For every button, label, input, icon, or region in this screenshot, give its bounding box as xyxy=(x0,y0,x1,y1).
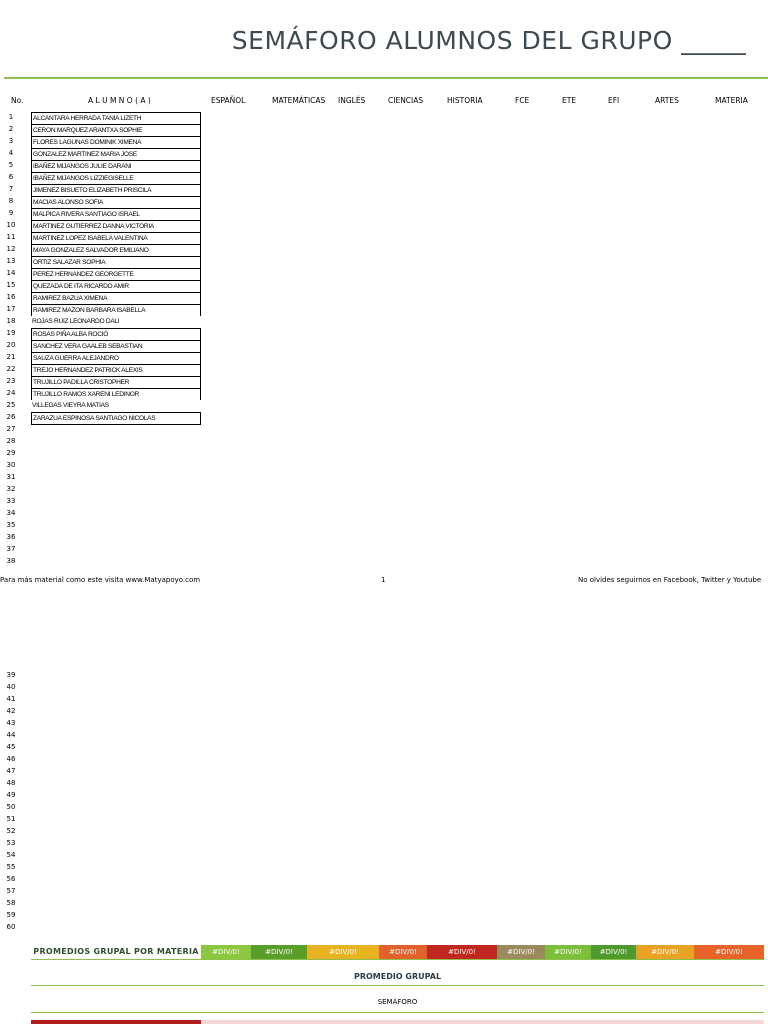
header-fce: FCE xyxy=(515,96,530,105)
row-number: 59 xyxy=(6,911,16,919)
student-name: ORTIZ SALAZAR SOPHIA xyxy=(31,256,201,268)
row-number: 9 xyxy=(8,209,14,217)
student-name: IBAÑEZ MIJANGOS LIZZIEGISELLE xyxy=(31,172,201,184)
average-cell: #DIV/0! xyxy=(591,945,636,959)
row-number: 1 xyxy=(8,113,14,121)
row-number: 2 xyxy=(8,125,14,133)
header-materia: MATERIA xyxy=(715,96,748,105)
row-number: 48 xyxy=(6,779,16,787)
average-cell: #DIV/0! xyxy=(251,945,307,959)
row-number: 25 xyxy=(6,401,16,409)
row-number: 30 xyxy=(6,461,16,469)
header-alumno: A L U M N O ( A ) xyxy=(88,96,151,105)
row-number: 37 xyxy=(6,545,16,553)
row-number: 32 xyxy=(6,485,16,493)
average-cell: #DIV/0! xyxy=(307,945,379,959)
student-name: ZARAZUA ESPINOSA SANTIAGO NICOLAS xyxy=(31,412,201,425)
row-number: 3 xyxy=(8,137,14,145)
student-name: RAMIREZ BAZUA XIMENA xyxy=(31,292,201,304)
student-name: MAYA GONZALEZ SALVADOR EMILIANO xyxy=(31,244,201,256)
footer-right: No olvides seguirnos en Facebook, Twitter y Youtube xyxy=(578,576,762,584)
row-number: 31 xyxy=(6,473,16,481)
header-espanol: ESPAÑOL xyxy=(211,96,246,105)
row-number: 56 xyxy=(6,875,16,883)
row-number: 14 xyxy=(6,269,16,277)
average-cell: #DIV/0! xyxy=(427,945,497,959)
header-ete: ETE xyxy=(562,96,577,105)
student-name: IBAÑEZ MIJANGOS JULIE DARANI xyxy=(31,160,201,172)
row-number: 49 xyxy=(6,791,16,799)
row-number: 36 xyxy=(6,533,16,541)
student-name: SAUZA GUERRA ALEJANDRO xyxy=(31,352,201,364)
title-underline xyxy=(4,77,768,79)
semaforo-bar-pink xyxy=(201,1020,764,1024)
footer-left: Para más material como este visita www.Matyapoyo.com xyxy=(0,576,201,584)
row-number: 23 xyxy=(6,377,16,385)
header-ingles: INGLÉS xyxy=(338,96,366,105)
student-name: TRUJILLO RAMOS XARENI LEDINOR xyxy=(31,388,201,400)
row-number: 18 xyxy=(6,317,16,325)
row-number: 10 xyxy=(6,221,16,229)
row-number: 54 xyxy=(6,851,16,859)
row-number: 11 xyxy=(6,233,16,241)
semaforo-label: SEMÁFORO xyxy=(377,998,418,1006)
row-number: 28 xyxy=(6,437,16,445)
student-name: MARTINEZ LOPEZ ISABELA VALENTINA xyxy=(31,232,201,244)
row-number: 15 xyxy=(6,281,16,289)
student-name: FLORES LAGUNAS DOMINIK XIMENA xyxy=(31,136,201,148)
footer-page-number: 1 xyxy=(381,576,386,584)
row-number: 27 xyxy=(6,425,16,433)
row-number: 60 xyxy=(6,923,16,931)
student-name: ALCANTARA HERRADA TANIA LIZETH xyxy=(31,112,201,124)
row-number: 19 xyxy=(6,329,16,337)
row-number: 51 xyxy=(6,815,16,823)
row-number: 50 xyxy=(6,803,16,811)
row-number: 44 xyxy=(6,731,16,739)
row-number: 6 xyxy=(8,173,14,181)
header-ciencias: CIENCIAS xyxy=(388,96,424,105)
row-number: 47 xyxy=(6,767,16,775)
row-number: 38 xyxy=(6,557,16,565)
student-name: MACIAS ALONSO SOFIA xyxy=(31,196,201,208)
row-number: 26 xyxy=(6,413,16,421)
semaforo-divider xyxy=(31,1012,764,1013)
student-name: QUEZADA DE ITA RICARDO AMIR xyxy=(31,280,201,292)
row-number: 57 xyxy=(6,887,16,895)
averages-label: PROMEDIOS GRUPAL POR MATERIA xyxy=(33,947,199,956)
student-name: MALPICA RIVERA SANTIAGO ISRAEL xyxy=(31,208,201,220)
header-no: No. xyxy=(11,96,24,105)
row-number: 43 xyxy=(6,719,16,727)
average-cell: #DIV/0! xyxy=(545,945,591,959)
average-cell: #DIV/0! xyxy=(694,945,764,959)
row-number: 40 xyxy=(6,683,16,691)
row-number: 8 xyxy=(8,197,14,205)
header-matematicas: MATEMÁTICAS xyxy=(272,96,326,105)
average-cell: #DIV/0! xyxy=(497,945,545,959)
page-title: SEMÁFORO ALUMNOS DEL GRUPO _____ xyxy=(231,26,747,55)
row-number: 21 xyxy=(6,353,16,361)
row-number: 17 xyxy=(6,305,16,313)
row-number: 53 xyxy=(6,839,16,847)
row-number: 22 xyxy=(6,365,16,373)
row-number: 12 xyxy=(6,245,16,253)
student-name: MARTINEZ GUTIERREZ DANNA VICTORIA xyxy=(31,220,201,232)
header-artes: ARTES xyxy=(655,96,679,105)
averages-divider xyxy=(31,959,764,960)
student-name: TRUJILLO PADILLA CRISTOPHER xyxy=(31,376,201,388)
row-number: 24 xyxy=(6,389,16,397)
row-number: 58 xyxy=(6,899,16,907)
row-number: 5 xyxy=(8,161,14,169)
row-number: 45 xyxy=(6,743,16,751)
average-cell: #DIV/0! xyxy=(379,945,427,959)
row-number: 20 xyxy=(6,341,16,349)
row-number: 46 xyxy=(6,755,16,763)
row-number: 41 xyxy=(6,695,16,703)
row-number: 34 xyxy=(6,509,16,517)
row-number: 29 xyxy=(6,449,16,457)
student-name: CERON MARQUEZ ARANTXA SOPHIE xyxy=(31,124,201,136)
student-name: VILLEGAS VIEYRA MATIAS xyxy=(32,402,109,409)
row-number: 55 xyxy=(6,863,16,871)
student-name: RAMIREZ MAZON BARBARA ISABELLA xyxy=(31,304,201,316)
student-name: TREJO HERNANDEZ PATRICK ALEXIS xyxy=(31,364,201,376)
row-number: 39 xyxy=(6,671,16,679)
header-efi: EFI xyxy=(608,96,620,105)
student-name: JIMENEZ BISUETO ELIZABETH PRISCILA xyxy=(31,184,201,196)
row-number: 42 xyxy=(6,707,16,715)
header-historia: HISTORIA xyxy=(447,96,483,105)
row-number: 16 xyxy=(6,293,16,301)
average-cell: #DIV/0! xyxy=(201,945,251,959)
semaforo-bar-red xyxy=(31,1020,201,1024)
row-number: 35 xyxy=(6,521,16,529)
average-cell: #DIV/0! xyxy=(636,945,694,959)
student-name: SANCHEZ VERA GAALEB SEBASTIAN xyxy=(31,340,201,352)
row-number: 52 xyxy=(6,827,16,835)
student-name: ROJAS RUIZ LEONARDO DALI xyxy=(32,318,120,325)
row-number: 4 xyxy=(8,149,14,157)
student-name: PEREZ HERNANDEZ GEORGETTE xyxy=(31,268,201,280)
promedio-divider xyxy=(31,985,764,986)
student-name: ROSAS PIÑA ALBA ROCIÓ xyxy=(31,328,201,340)
row-number: 13 xyxy=(6,257,16,265)
promedio-grupal-label: PROMEDIO GRUPAL xyxy=(353,972,442,981)
row-number: 33 xyxy=(6,497,16,505)
student-name: GONZALEZ MARTINEZ MARIA JOSE xyxy=(31,148,201,160)
row-number: 7 xyxy=(8,185,14,193)
